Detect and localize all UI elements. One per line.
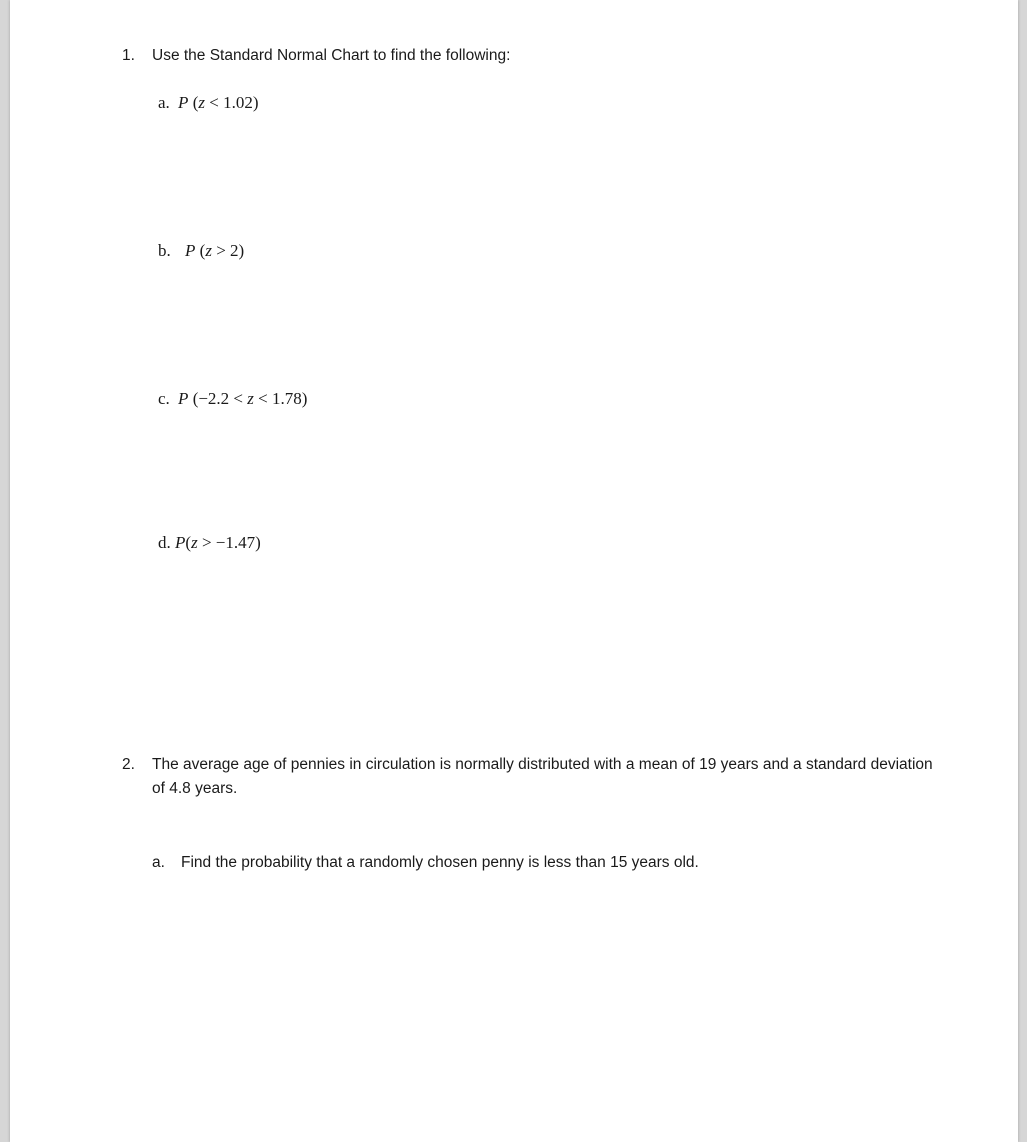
- math-token: P: [178, 93, 189, 112]
- part-label: b.: [158, 241, 171, 260]
- math-token: P: [178, 389, 189, 408]
- part-label: c.: [158, 389, 170, 408]
- question-2-prompt: The average age of pennies in circulation is normally distributed with a mean of 19 years and a standard deviation of 4.8 years.: [152, 756, 933, 797]
- math-token: P: [185, 241, 196, 260]
- math-token: (: [185, 533, 192, 552]
- part-label: a.: [158, 93, 170, 112]
- math-token: (: [195, 241, 206, 260]
- question-1-part-a: [158, 91, 259, 115]
- math-token: z: [205, 241, 212, 260]
- math-token: (−2.2 <: [188, 389, 248, 408]
- probability-expression: [175, 533, 261, 552]
- math-token: −1.47): [215, 533, 261, 552]
- probability-expression: [178, 389, 307, 408]
- math-token: z: [247, 389, 254, 408]
- math-token: >: [197, 533, 216, 552]
- question-1-part-d: [158, 531, 261, 555]
- probability-expression: [178, 93, 258, 112]
- question-1-part-b: [158, 239, 244, 263]
- math-token: <: [253, 389, 272, 408]
- math-token: 2): [230, 241, 245, 260]
- math-token: z: [198, 93, 205, 112]
- math-token: <: [204, 93, 224, 112]
- question-2-number: 2.: [122, 756, 135, 773]
- math-token: 1.02): [223, 93, 259, 112]
- document-page: [10, 0, 1018, 1142]
- math-token: >: [211, 241, 231, 260]
- question-1-part-c: [158, 387, 307, 411]
- part-label: d.: [158, 533, 171, 552]
- question-2-part-a-label: a.: [152, 854, 165, 871]
- probability-expression: [185, 241, 244, 260]
- question-1-prompt: Use the Standard Normal Chart to find the following:: [152, 47, 511, 64]
- question-2-part-a-text: Find the probability that a randomly chosen penny is less than 15 years old.: [181, 854, 699, 871]
- question-1-number: 1.: [122, 47, 135, 64]
- math-token: 1.78): [272, 389, 308, 408]
- math-token: (: [188, 93, 199, 112]
- math-token: z: [191, 533, 198, 552]
- math-token: P: [175, 533, 186, 552]
